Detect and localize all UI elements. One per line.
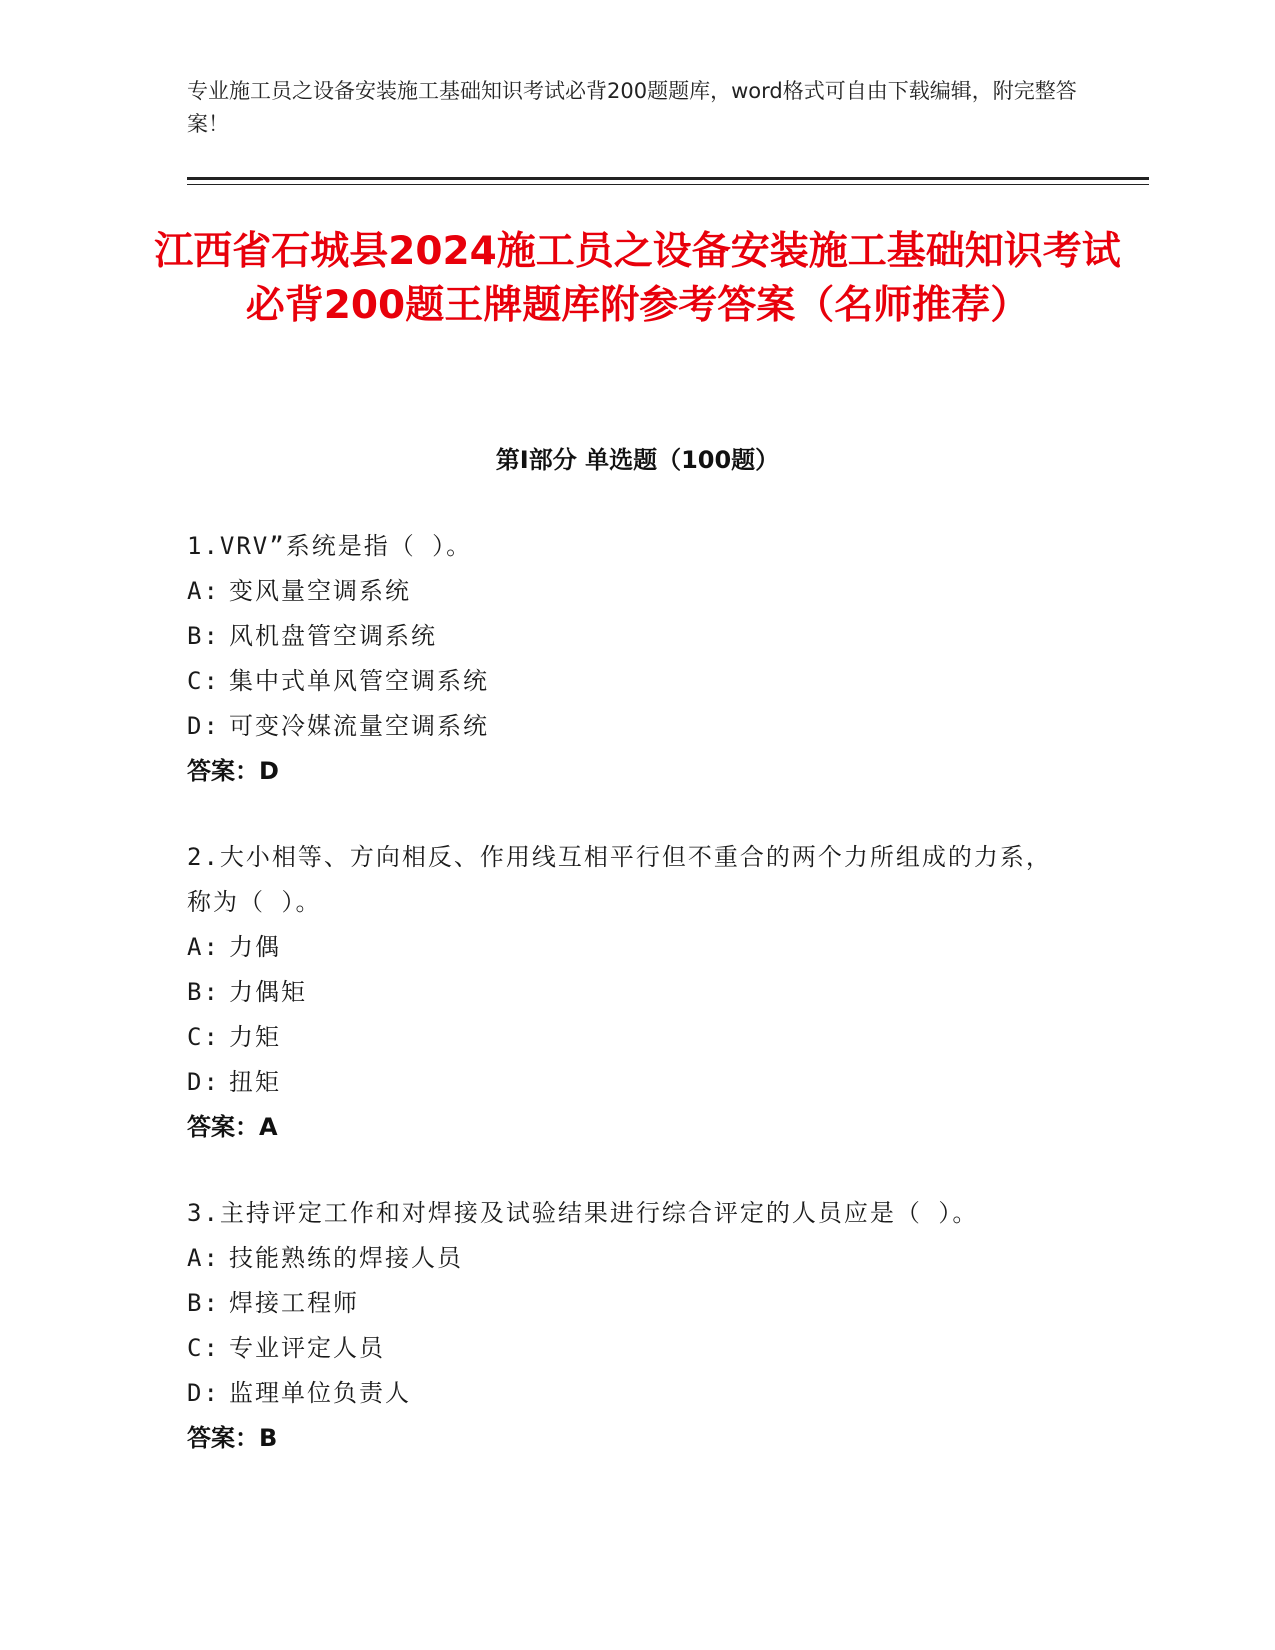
header-note: 专业施工员之设备安装施工基础知识考试必背200题题库，word格式可自由下载编辑，附完整答案！ xyxy=(187,79,1077,136)
question-list xyxy=(187,524,1067,1502)
option-key: D: xyxy=(187,1068,220,1096)
option-text: 焊接工程师 xyxy=(229,1289,359,1317)
answer-line: 答案：A xyxy=(187,1113,278,1141)
option-c xyxy=(187,1326,1067,1371)
option-d xyxy=(187,704,1067,749)
question-stem: 2.大小相等、方向相反、作用线互相平行但不重合的两个力所组成的力系，称为（ ）。 xyxy=(187,843,1052,916)
option-text: 专业评定人员 xyxy=(229,1334,385,1362)
answer-line: 答案：B xyxy=(187,1424,278,1452)
option-text: 变风量空调系统 xyxy=(229,577,411,605)
option-key: B: xyxy=(187,978,220,1006)
option-key: C: xyxy=(187,667,220,695)
document-title: 江西省石城县2024施工员之设备安装施工基础知识考试必背200题王牌题库附参考答案（名师推荐） xyxy=(154,229,1121,328)
option-text: 监理单位负责人 xyxy=(229,1379,411,1407)
option-key: B: xyxy=(187,1289,220,1317)
option-d xyxy=(187,1060,1067,1105)
option-key: D: xyxy=(187,712,220,740)
answer-line: 答案：D xyxy=(187,757,279,785)
header-rule-thick xyxy=(187,177,1149,180)
option-b xyxy=(187,1281,1067,1326)
question-stem: 3.主持评定工作和对焊接及试验结果进行综合评定的人员应是（ ）。 xyxy=(187,1199,979,1227)
option-text: 力偶矩 xyxy=(229,978,307,1006)
option-text: 集中式单风管空调系统 xyxy=(229,667,489,695)
question-stem: 1.VRV”系统是指（ ）。 xyxy=(187,532,473,560)
header-rule-thin xyxy=(187,184,1149,185)
option-text: 力矩 xyxy=(229,1023,281,1051)
section-heading: 第I部分 单选题（100题） xyxy=(495,446,780,474)
option-b xyxy=(187,970,1067,1015)
option-key: A: xyxy=(187,577,220,605)
option-c xyxy=(187,1015,1067,1060)
question-3 xyxy=(187,1191,1067,1461)
option-key: C: xyxy=(187,1334,220,1362)
option-text: 技能熟练的焊接人员 xyxy=(229,1244,463,1272)
option-key: B: xyxy=(187,622,220,650)
option-text: 扭矩 xyxy=(229,1068,281,1096)
option-a xyxy=(187,1236,1067,1281)
option-c xyxy=(187,659,1067,704)
option-a xyxy=(187,569,1067,614)
option-key: A: xyxy=(187,933,220,961)
option-text: 力偶 xyxy=(229,933,281,961)
option-b xyxy=(187,614,1067,659)
question-1 xyxy=(187,524,1067,794)
option-key: C: xyxy=(187,1023,220,1051)
option-text: 风机盘管空调系统 xyxy=(229,622,437,650)
option-d xyxy=(187,1371,1067,1416)
option-key: A: xyxy=(187,1244,220,1272)
option-text: 可变冷媒流量空调系统 xyxy=(229,712,489,740)
option-key: D: xyxy=(187,1379,220,1407)
option-a xyxy=(187,925,1067,970)
question-2 xyxy=(187,835,1067,1150)
